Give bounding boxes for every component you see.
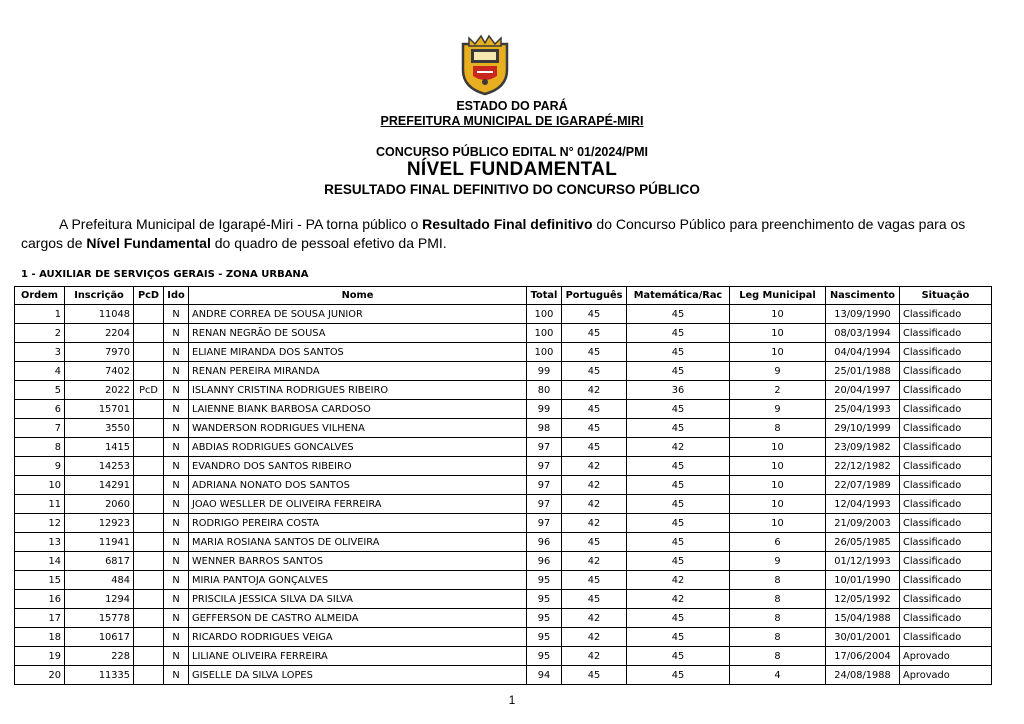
cell-leg-municipal: 10 xyxy=(730,514,826,533)
cell-pcd xyxy=(134,628,164,647)
cell-portugues: 45 xyxy=(562,343,627,362)
cell-portugues: 45 xyxy=(562,305,627,324)
cell-portugues: 42 xyxy=(562,476,627,495)
cell-nome: MARIA ROSIANA SANTOS DE OLIVEIRA xyxy=(189,533,527,552)
cell-matematica: 45 xyxy=(627,324,730,343)
cell-pcd xyxy=(134,609,164,628)
cell-inscricao: 1294 xyxy=(65,590,134,609)
cell-situacao: Classificado xyxy=(900,438,992,457)
cell-pcd xyxy=(134,476,164,495)
cell-nascimento: 10/01/1990 xyxy=(826,571,900,590)
table-row xyxy=(15,666,992,685)
cell-nascimento: 08/03/1994 xyxy=(826,324,900,343)
cell-inscricao: 14253 xyxy=(65,457,134,476)
cell-leg-municipal: 9 xyxy=(730,552,826,571)
table-row xyxy=(15,419,992,438)
cell-matematica: 45 xyxy=(627,666,730,685)
cell-inscricao: 11941 xyxy=(65,533,134,552)
cell-portugues: 45 xyxy=(562,590,627,609)
cell-inscricao: 14291 xyxy=(65,476,134,495)
cell-matematica: 45 xyxy=(627,305,730,324)
edital-title: CONCURSO PÚBLICO EDITAL N° 01/2024/PMI xyxy=(376,145,648,159)
cell-nascimento: 22/12/1982 xyxy=(826,457,900,476)
cell-nome: JOAO WESLLER DE OLIVEIRA FERREIRA xyxy=(189,495,527,514)
cell-nome: ISLANNY CRISTINA RODRIGUES RIBEIRO xyxy=(189,381,527,400)
cell-portugues: 42 xyxy=(562,381,627,400)
cell-portugues: 45 xyxy=(562,324,627,343)
cell-nome: RENAN PEREIRA MIRANDA xyxy=(189,362,527,381)
cell-situacao: Classificado xyxy=(900,552,992,571)
table-row xyxy=(15,438,992,457)
table-row xyxy=(15,514,992,533)
cell-matematica: 45 xyxy=(627,457,730,476)
cell-pcd xyxy=(134,400,164,419)
cell-total: 97 xyxy=(527,514,562,533)
column-header-ordem: Ordem xyxy=(15,287,65,305)
table-row xyxy=(15,324,992,343)
cell-inscricao: 6817 xyxy=(65,552,134,571)
cell-total: 97 xyxy=(527,457,562,476)
cell-leg-municipal: 9 xyxy=(730,400,826,419)
cell-ido: N xyxy=(164,324,189,343)
table-row xyxy=(15,571,992,590)
cell-pcd xyxy=(134,666,164,685)
cell-portugues: 42 xyxy=(562,552,627,571)
cell-ido: N xyxy=(164,457,189,476)
cell-leg-municipal: 10 xyxy=(730,438,826,457)
cell-leg-municipal: 2 xyxy=(730,381,826,400)
cell-ordem: 10 xyxy=(15,476,65,495)
cell-ordem: 13 xyxy=(15,533,65,552)
column-header-ido: Ido xyxy=(164,287,189,305)
cell-total: 95 xyxy=(527,609,562,628)
cell-nome: WENNER BARROS SANTOS xyxy=(189,552,527,571)
intro-bold-2: Nível Fundamental xyxy=(86,235,211,251)
cell-nome: MIRIA PANTOJA GONÇALVES xyxy=(189,571,527,590)
cell-situacao: Classificado xyxy=(900,590,992,609)
cell-total: 98 xyxy=(527,419,562,438)
cell-nome: PRISCILA JESSICA SILVA DA SILVA xyxy=(189,590,527,609)
column-header-situacao: Situação xyxy=(900,287,992,305)
cell-ordem: 2 xyxy=(15,324,65,343)
cell-situacao: Classificado xyxy=(900,381,992,400)
cell-matematica: 42 xyxy=(627,438,730,457)
cell-total: 95 xyxy=(527,571,562,590)
cell-inscricao: 2060 xyxy=(65,495,134,514)
cell-ordem: 18 xyxy=(15,628,65,647)
cell-nome: RODRIGO PEREIRA COSTA xyxy=(189,514,527,533)
cell-nascimento: 20/04/1997 xyxy=(826,381,900,400)
section-title: 1 - AUXILIAR DE SERVIÇOS GERAIS - ZONA URBANA xyxy=(21,269,309,280)
cell-ido: N xyxy=(164,305,189,324)
cell-nascimento: 01/12/1993 xyxy=(826,552,900,571)
table-row xyxy=(15,400,992,419)
cell-nascimento: 12/05/1992 xyxy=(826,590,900,609)
cell-nascimento: 17/06/2004 xyxy=(826,647,900,666)
cell-inscricao: 2022 xyxy=(65,381,134,400)
column-header-total: Total xyxy=(527,287,562,305)
cell-situacao: Classificado xyxy=(900,533,992,552)
table-row xyxy=(15,381,992,400)
cell-matematica: 45 xyxy=(627,609,730,628)
cell-nascimento: 25/01/1988 xyxy=(826,362,900,381)
cell-situacao: Classificado xyxy=(900,457,992,476)
table-row xyxy=(15,647,992,666)
municipal-coat-of-arms-icon xyxy=(457,34,513,96)
cell-total: 100 xyxy=(527,324,562,343)
cell-ido: N xyxy=(164,533,189,552)
cell-pcd xyxy=(134,362,164,381)
intro-paragraph xyxy=(21,215,981,253)
cell-inscricao: 15778 xyxy=(65,609,134,628)
cell-matematica: 45 xyxy=(627,362,730,381)
cell-matematica: 42 xyxy=(627,571,730,590)
column-header-nome: Nome xyxy=(189,287,527,305)
cell-total: 100 xyxy=(527,305,562,324)
cell-leg-municipal: 6 xyxy=(730,533,826,552)
cell-ido: N xyxy=(164,628,189,647)
cell-nascimento: 26/05/1985 xyxy=(826,533,900,552)
cell-pcd xyxy=(134,514,164,533)
cell-ido: N xyxy=(164,609,189,628)
cell-leg-municipal: 4 xyxy=(730,666,826,685)
intro-text-1: A Prefeitura Municipal de Igarapé-Miri - PA torna público o xyxy=(59,216,423,232)
cell-situacao: Classificado xyxy=(900,400,992,419)
column-header-matematica: Matemática/Rac xyxy=(627,287,730,305)
cell-leg-municipal: 8 xyxy=(730,571,826,590)
cell-ordem: 20 xyxy=(15,666,65,685)
cell-matematica: 45 xyxy=(627,419,730,438)
cell-pcd xyxy=(134,495,164,514)
cell-leg-municipal: 10 xyxy=(730,343,826,362)
cell-inscricao: 7402 xyxy=(65,362,134,381)
cell-nome: GISELLE DA SILVA LOPES xyxy=(189,666,527,685)
cell-pcd xyxy=(134,533,164,552)
cell-situacao: Classificado xyxy=(900,305,992,324)
cell-leg-municipal: 10 xyxy=(730,476,826,495)
table-row xyxy=(15,533,992,552)
table-row xyxy=(15,590,992,609)
cell-ordem: 5 xyxy=(15,381,65,400)
cell-pcd xyxy=(134,305,164,324)
cell-ordem: 12 xyxy=(15,514,65,533)
cell-situacao: Aprovado xyxy=(900,647,992,666)
cell-portugues: 42 xyxy=(562,495,627,514)
cell-ordem: 15 xyxy=(15,571,65,590)
cell-nascimento: 29/10/1999 xyxy=(826,419,900,438)
results-table xyxy=(14,286,992,685)
cell-total: 100 xyxy=(527,343,562,362)
table-row xyxy=(15,343,992,362)
cell-situacao: Classificado xyxy=(900,324,992,343)
cell-matematica: 36 xyxy=(627,381,730,400)
cell-ordem: 8 xyxy=(15,438,65,457)
cell-situacao: Classificado xyxy=(900,609,992,628)
cell-ordem: 9 xyxy=(15,457,65,476)
cell-inscricao: 10617 xyxy=(65,628,134,647)
cell-leg-municipal: 9 xyxy=(730,362,826,381)
cell-matematica: 45 xyxy=(627,514,730,533)
cell-nome: GEFFERSON DE CASTRO ALMEIDA xyxy=(189,609,527,628)
cell-nome: LAIENNE BIANK BARBOSA CARDOSO xyxy=(189,400,527,419)
table-row xyxy=(15,552,992,571)
cell-leg-municipal: 8 xyxy=(730,590,826,609)
cell-nome: LILIANE OLIVEIRA FERREIRA xyxy=(189,647,527,666)
cell-pcd xyxy=(134,419,164,438)
table-row xyxy=(15,628,992,647)
cell-situacao: Aprovado xyxy=(900,666,992,685)
cell-ordem: 11 xyxy=(15,495,65,514)
cell-total: 95 xyxy=(527,628,562,647)
cell-matematica: 45 xyxy=(627,343,730,362)
cell-situacao: Classificado xyxy=(900,476,992,495)
cell-leg-municipal: 8 xyxy=(730,647,826,666)
cell-total: 99 xyxy=(527,400,562,419)
cell-ordem: 14 xyxy=(15,552,65,571)
cell-total: 94 xyxy=(527,666,562,685)
cell-portugues: 45 xyxy=(562,571,627,590)
cell-nome: ELIANE MIRANDA DOS SANTOS xyxy=(189,343,527,362)
page-number: 1 xyxy=(508,693,516,707)
cell-matematica: 45 xyxy=(627,552,730,571)
cell-situacao: Classificado xyxy=(900,571,992,590)
cell-situacao: Classificado xyxy=(900,514,992,533)
cell-nascimento: 21/09/2003 xyxy=(826,514,900,533)
cell-leg-municipal: 10 xyxy=(730,305,826,324)
cell-ido: N xyxy=(164,647,189,666)
cell-ordem: 16 xyxy=(15,590,65,609)
cell-portugues: 45 xyxy=(562,666,627,685)
cell-inscricao: 7970 xyxy=(65,343,134,362)
cell-inscricao: 484 xyxy=(65,571,134,590)
cell-matematica: 42 xyxy=(627,590,730,609)
cell-nascimento: 22/07/1989 xyxy=(826,476,900,495)
cell-ido: N xyxy=(164,400,189,419)
table-row xyxy=(15,305,992,324)
cell-inscricao: 3550 xyxy=(65,419,134,438)
table-row xyxy=(15,476,992,495)
cell-portugues: 42 xyxy=(562,457,627,476)
cell-nascimento: 13/09/1990 xyxy=(826,305,900,324)
cell-total: 95 xyxy=(527,647,562,666)
table-header-row xyxy=(15,287,992,305)
cell-inscricao: 15701 xyxy=(65,400,134,419)
cell-nome: ABDIAS RODRIGUES GONCALVES xyxy=(189,438,527,457)
cell-inscricao: 11335 xyxy=(65,666,134,685)
cell-ordem: 19 xyxy=(15,647,65,666)
cell-nascimento: 04/04/1994 xyxy=(826,343,900,362)
cell-situacao: Classificado xyxy=(900,362,992,381)
cell-total: 97 xyxy=(527,438,562,457)
cell-situacao: Classificado xyxy=(900,495,992,514)
cell-portugues: 45 xyxy=(562,419,627,438)
cell-ido: N xyxy=(164,571,189,590)
cell-matematica: 45 xyxy=(627,647,730,666)
cell-ordem: 4 xyxy=(15,362,65,381)
cell-portugues: 45 xyxy=(562,362,627,381)
cell-ordem: 7 xyxy=(15,419,65,438)
cell-inscricao: 2204 xyxy=(65,324,134,343)
cell-nome: ANDRE CORREA DE SOUSA JUNIOR xyxy=(189,305,527,324)
cell-leg-municipal: 10 xyxy=(730,495,826,514)
cell-nascimento: 24/08/1988 xyxy=(826,666,900,685)
level-title: NÍVEL FUNDAMENTAL xyxy=(406,159,618,180)
column-header-inscricao: Inscrição xyxy=(65,287,134,305)
cell-leg-municipal: 8 xyxy=(730,628,826,647)
cell-total: 96 xyxy=(527,552,562,571)
cell-situacao: Classificado xyxy=(900,628,992,647)
cell-pcd xyxy=(134,647,164,666)
cell-portugues: 42 xyxy=(562,647,627,666)
cell-ordem: 3 xyxy=(15,343,65,362)
cell-pcd xyxy=(134,457,164,476)
table-row xyxy=(15,362,992,381)
cell-matematica: 45 xyxy=(627,400,730,419)
column-header-pcd: PcD xyxy=(134,287,164,305)
cell-total: 97 xyxy=(527,495,562,514)
cell-leg-municipal: 10 xyxy=(730,324,826,343)
cell-ordem: 17 xyxy=(15,609,65,628)
cell-ido: N xyxy=(164,476,189,495)
cell-inscricao: 12923 xyxy=(65,514,134,533)
cell-ordem: 1 xyxy=(15,305,65,324)
cell-nascimento: 30/01/2001 xyxy=(826,628,900,647)
table-row xyxy=(15,495,992,514)
cell-nome: WANDERSON RODRIGUES VILHENA xyxy=(189,419,527,438)
column-header-nascimento: Nascimento xyxy=(826,287,900,305)
cell-ordem: 6 xyxy=(15,400,65,419)
prefecture-name: PREFEITURA MUNICIPAL DE IGARAPÉ-MIRI xyxy=(380,114,644,128)
cell-leg-municipal: 8 xyxy=(730,609,826,628)
cell-portugues: 42 xyxy=(562,628,627,647)
cell-portugues: 45 xyxy=(562,400,627,419)
cell-ido: N xyxy=(164,381,189,400)
cell-leg-municipal: 10 xyxy=(730,457,826,476)
cell-nascimento: 23/09/1982 xyxy=(826,438,900,457)
cell-total: 99 xyxy=(527,362,562,381)
cell-inscricao: 228 xyxy=(65,647,134,666)
cell-nome: EVANDRO DOS SANTOS RIBEIRO xyxy=(189,457,527,476)
intro-text-3: do quadro de pessoal efetivo da PMI. xyxy=(210,235,447,251)
cell-matematica: 45 xyxy=(627,533,730,552)
cell-situacao: Classificado xyxy=(900,343,992,362)
cell-portugues: 45 xyxy=(562,533,627,552)
cell-pcd xyxy=(134,571,164,590)
cell-nascimento: 12/04/1993 xyxy=(826,495,900,514)
cell-inscricao: 1415 xyxy=(65,438,134,457)
cell-leg-municipal: 8 xyxy=(730,419,826,438)
cell-portugues: 42 xyxy=(562,609,627,628)
cell-pcd xyxy=(134,438,164,457)
cell-nome: ADRIANA NONATO DOS SANTOS xyxy=(189,476,527,495)
intro-text-2: do Concurso Público para preenchimento de vagas para os cargos de xyxy=(21,216,966,251)
cell-ido: N xyxy=(164,514,189,533)
cell-total: 95 xyxy=(527,590,562,609)
cell-ido: N xyxy=(164,438,189,457)
cell-matematica: 45 xyxy=(627,495,730,514)
cell-ido: N xyxy=(164,552,189,571)
intro-bold-1: Resultado Final definitivo xyxy=(422,216,593,232)
column-header-leg-municipal: Leg Municipal xyxy=(730,287,826,305)
cell-pcd xyxy=(134,324,164,343)
cell-ido: N xyxy=(164,666,189,685)
cell-nome: RENAN NEGRÃO DE SOUSA xyxy=(189,324,527,343)
cell-inscricao: 11048 xyxy=(65,305,134,324)
cell-portugues: 42 xyxy=(562,514,627,533)
cell-matematica: 45 xyxy=(627,628,730,647)
cell-nascimento: 15/04/1988 xyxy=(826,609,900,628)
table-row xyxy=(15,457,992,476)
cell-total: 80 xyxy=(527,381,562,400)
state-name: ESTADO DO PARÁ xyxy=(456,99,568,113)
cell-ido: N xyxy=(164,362,189,381)
cell-pcd xyxy=(134,552,164,571)
cell-matematica: 45 xyxy=(627,476,730,495)
cell-nascimento: 25/04/1993 xyxy=(826,400,900,419)
cell-situacao: Classificado xyxy=(900,419,992,438)
cell-ido: N xyxy=(164,343,189,362)
result-title: RESULTADO FINAL DEFINITIVO DO CONCURSO PÚBLICO xyxy=(324,182,700,197)
cell-portugues: 45 xyxy=(562,438,627,457)
table-row xyxy=(15,609,992,628)
cell-total: 96 xyxy=(527,533,562,552)
cell-ido: N xyxy=(164,590,189,609)
cell-ido: N xyxy=(164,419,189,438)
cell-pcd xyxy=(134,590,164,609)
cell-total: 97 xyxy=(527,476,562,495)
column-header-portugues: Português xyxy=(562,287,627,305)
cell-pcd: PcD xyxy=(134,381,164,400)
cell-ido: N xyxy=(164,495,189,514)
cell-pcd xyxy=(134,343,164,362)
cell-nome: RICARDO RODRIGUES VEIGA xyxy=(189,628,527,647)
